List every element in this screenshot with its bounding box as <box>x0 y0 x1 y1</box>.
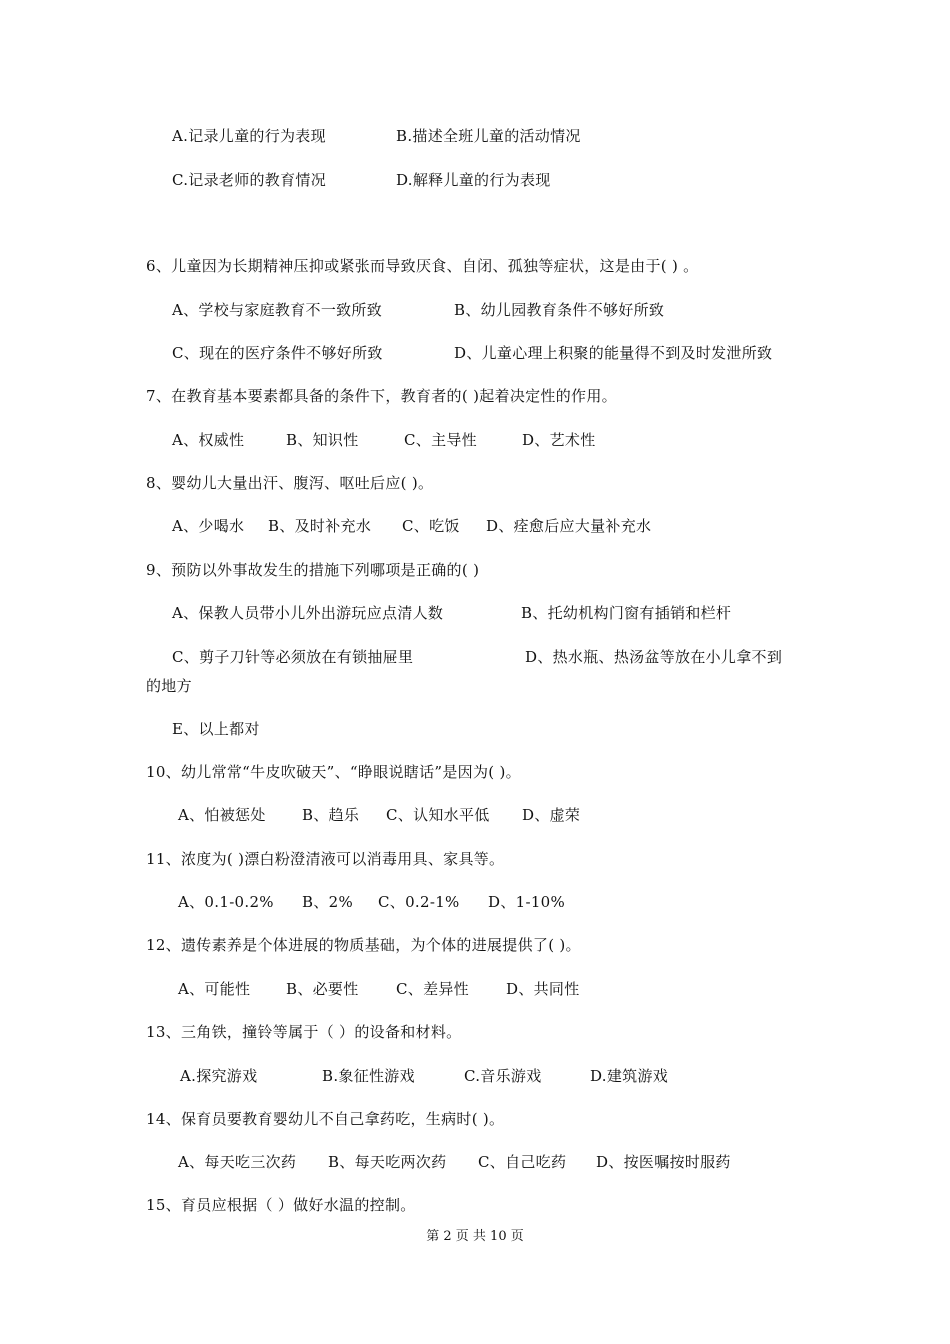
q10-option-a: A、怕被惩处 <box>178 806 266 824</box>
q13-option-d: D.建筑游戏 <box>590 1067 669 1085</box>
q5-option-c: C.记录老师的教育情况 <box>172 171 327 189</box>
q14-option-b: B、每天吃两次药 <box>328 1153 447 1171</box>
q10-option-c: C、认知水平低 <box>386 806 490 824</box>
q9-option-b: B、托幼机构门窗有插销和栏杆 <box>521 604 732 622</box>
q9-options-row-1 <box>172 603 731 623</box>
q6-options-row-1 <box>172 300 664 320</box>
q12-option-a: A、可能性 <box>178 980 251 998</box>
q11-option-b: B、2% <box>302 893 354 911</box>
q14-option-a: A、每天吃三次药 <box>178 1153 297 1171</box>
q12-options-row <box>178 979 580 999</box>
q10-options-row <box>178 805 580 825</box>
q7-option-d: D、艺术性 <box>522 431 596 449</box>
q10-option-d: D、虚荣 <box>522 806 581 824</box>
q10-stem: 10、幼儿常常“牛皮吹破天”、“睁眼说瞎话”是因为( )。 <box>146 763 521 781</box>
q5-option-a: A.记录儿童的行为表现 <box>172 127 326 145</box>
q9-stem: 9、预防以外事故发生的措施下列哪项是正确的( ) <box>146 561 480 579</box>
q12-option-c: C、差异性 <box>396 980 469 998</box>
q13-option-b: B.象征性游戏 <box>322 1067 415 1085</box>
q13-options-row <box>180 1066 668 1086</box>
q8-option-d: D、痊愈后应大量补充水 <box>486 517 652 535</box>
q7-stem: 7、在教育基本要素都具备的条件下，教育者的( )起着决定性的作用。 <box>146 387 617 405</box>
q12-stem: 12、遗传素养是个体进展的物质基础，为个体的进展提供了( )。 <box>146 936 581 954</box>
q8-option-b: B、及时补充水 <box>268 517 372 535</box>
q12-option-d: D、共同性 <box>506 980 580 998</box>
q12-option-b: B、必要性 <box>286 980 359 998</box>
q9-option-a: A、保教人员带小儿外出游玩应点清人数 <box>172 604 444 622</box>
q5-option-b: B.描述全班儿童的活动情况 <box>396 127 581 145</box>
q14-option-d: D、按医嘱按时服药 <box>596 1153 731 1171</box>
q9-options-row-2 <box>172 647 782 667</box>
q6-option-d: D、儿童心理上积聚的能量得不到及时发泄所致 <box>454 344 773 362</box>
q6-option-b: B、幼儿园教育条件不够好所致 <box>454 301 665 319</box>
q11-option-d: D、1-10% <box>488 893 566 911</box>
q9-option-d: D、热水瓶、热汤盆等放在小儿拿不到 <box>525 648 783 666</box>
q6-options-row-2 <box>172 343 772 363</box>
q11-options-row <box>178 892 565 912</box>
q14-option-c: C、自己吃药 <box>478 1153 567 1171</box>
q13-stem: 13、三角铁，撞铃等属于（ ）的设备和材料。 <box>146 1023 462 1041</box>
q11-option-c: C、0.2-1% <box>378 893 460 911</box>
q6-option-a: A、学校与家庭教育不一致所致 <box>172 301 383 319</box>
q7-option-a: A、权威性 <box>172 431 245 449</box>
q5-options-row-2 <box>172 170 551 190</box>
q6-stem: 6、儿童因为长期精神压抑或紧张而导致厌食、自闭、孤独等症状，这是由于( ) 。 <box>146 257 699 275</box>
q8-option-a: A、少喝水 <box>172 517 245 535</box>
q11-stem: 11、浓度为( )漂白粉澄清液可以消毒用具、家具等。 <box>146 850 505 868</box>
page-footer: 第 2 页 共 10 页 <box>426 1229 524 1244</box>
q14-stem: 14、保育员要教育婴幼儿不自己拿药吃，生病时( )。 <box>146 1110 505 1128</box>
q9-option-d-continued: 的地方 <box>146 677 192 695</box>
q9-option-e: E、以上都对 <box>172 720 260 738</box>
q8-option-c: C、吃饭 <box>402 517 460 535</box>
q5-option-d: D.解释儿童的行为表现 <box>396 171 551 189</box>
q7-options-row <box>172 430 596 450</box>
q7-option-c: C、主导性 <box>404 431 477 449</box>
q8-options-row <box>172 516 651 536</box>
q13-option-a: A.探究游戏 <box>180 1067 258 1085</box>
q6-option-c: C、现在的医疗条件不够好所致 <box>172 344 383 362</box>
q8-stem: 8、婴幼儿大量出汗、腹泻、呕吐后应( )。 <box>146 474 434 492</box>
q15-stem: 15、育员应根据（ ）做好水温的控制。 <box>146 1196 416 1214</box>
q10-option-b: B、趋乐 <box>302 806 360 824</box>
q9-option-c: C、剪子刀针等必须放在有锁抽屉里 <box>172 648 414 666</box>
q13-option-c: C.音乐游戏 <box>464 1067 542 1085</box>
q11-option-a: A、0.1-0.2% <box>178 893 274 911</box>
q14-options-row <box>178 1152 731 1172</box>
q7-option-b: B、知识性 <box>286 431 359 449</box>
q5-options-row-1 <box>172 126 581 146</box>
